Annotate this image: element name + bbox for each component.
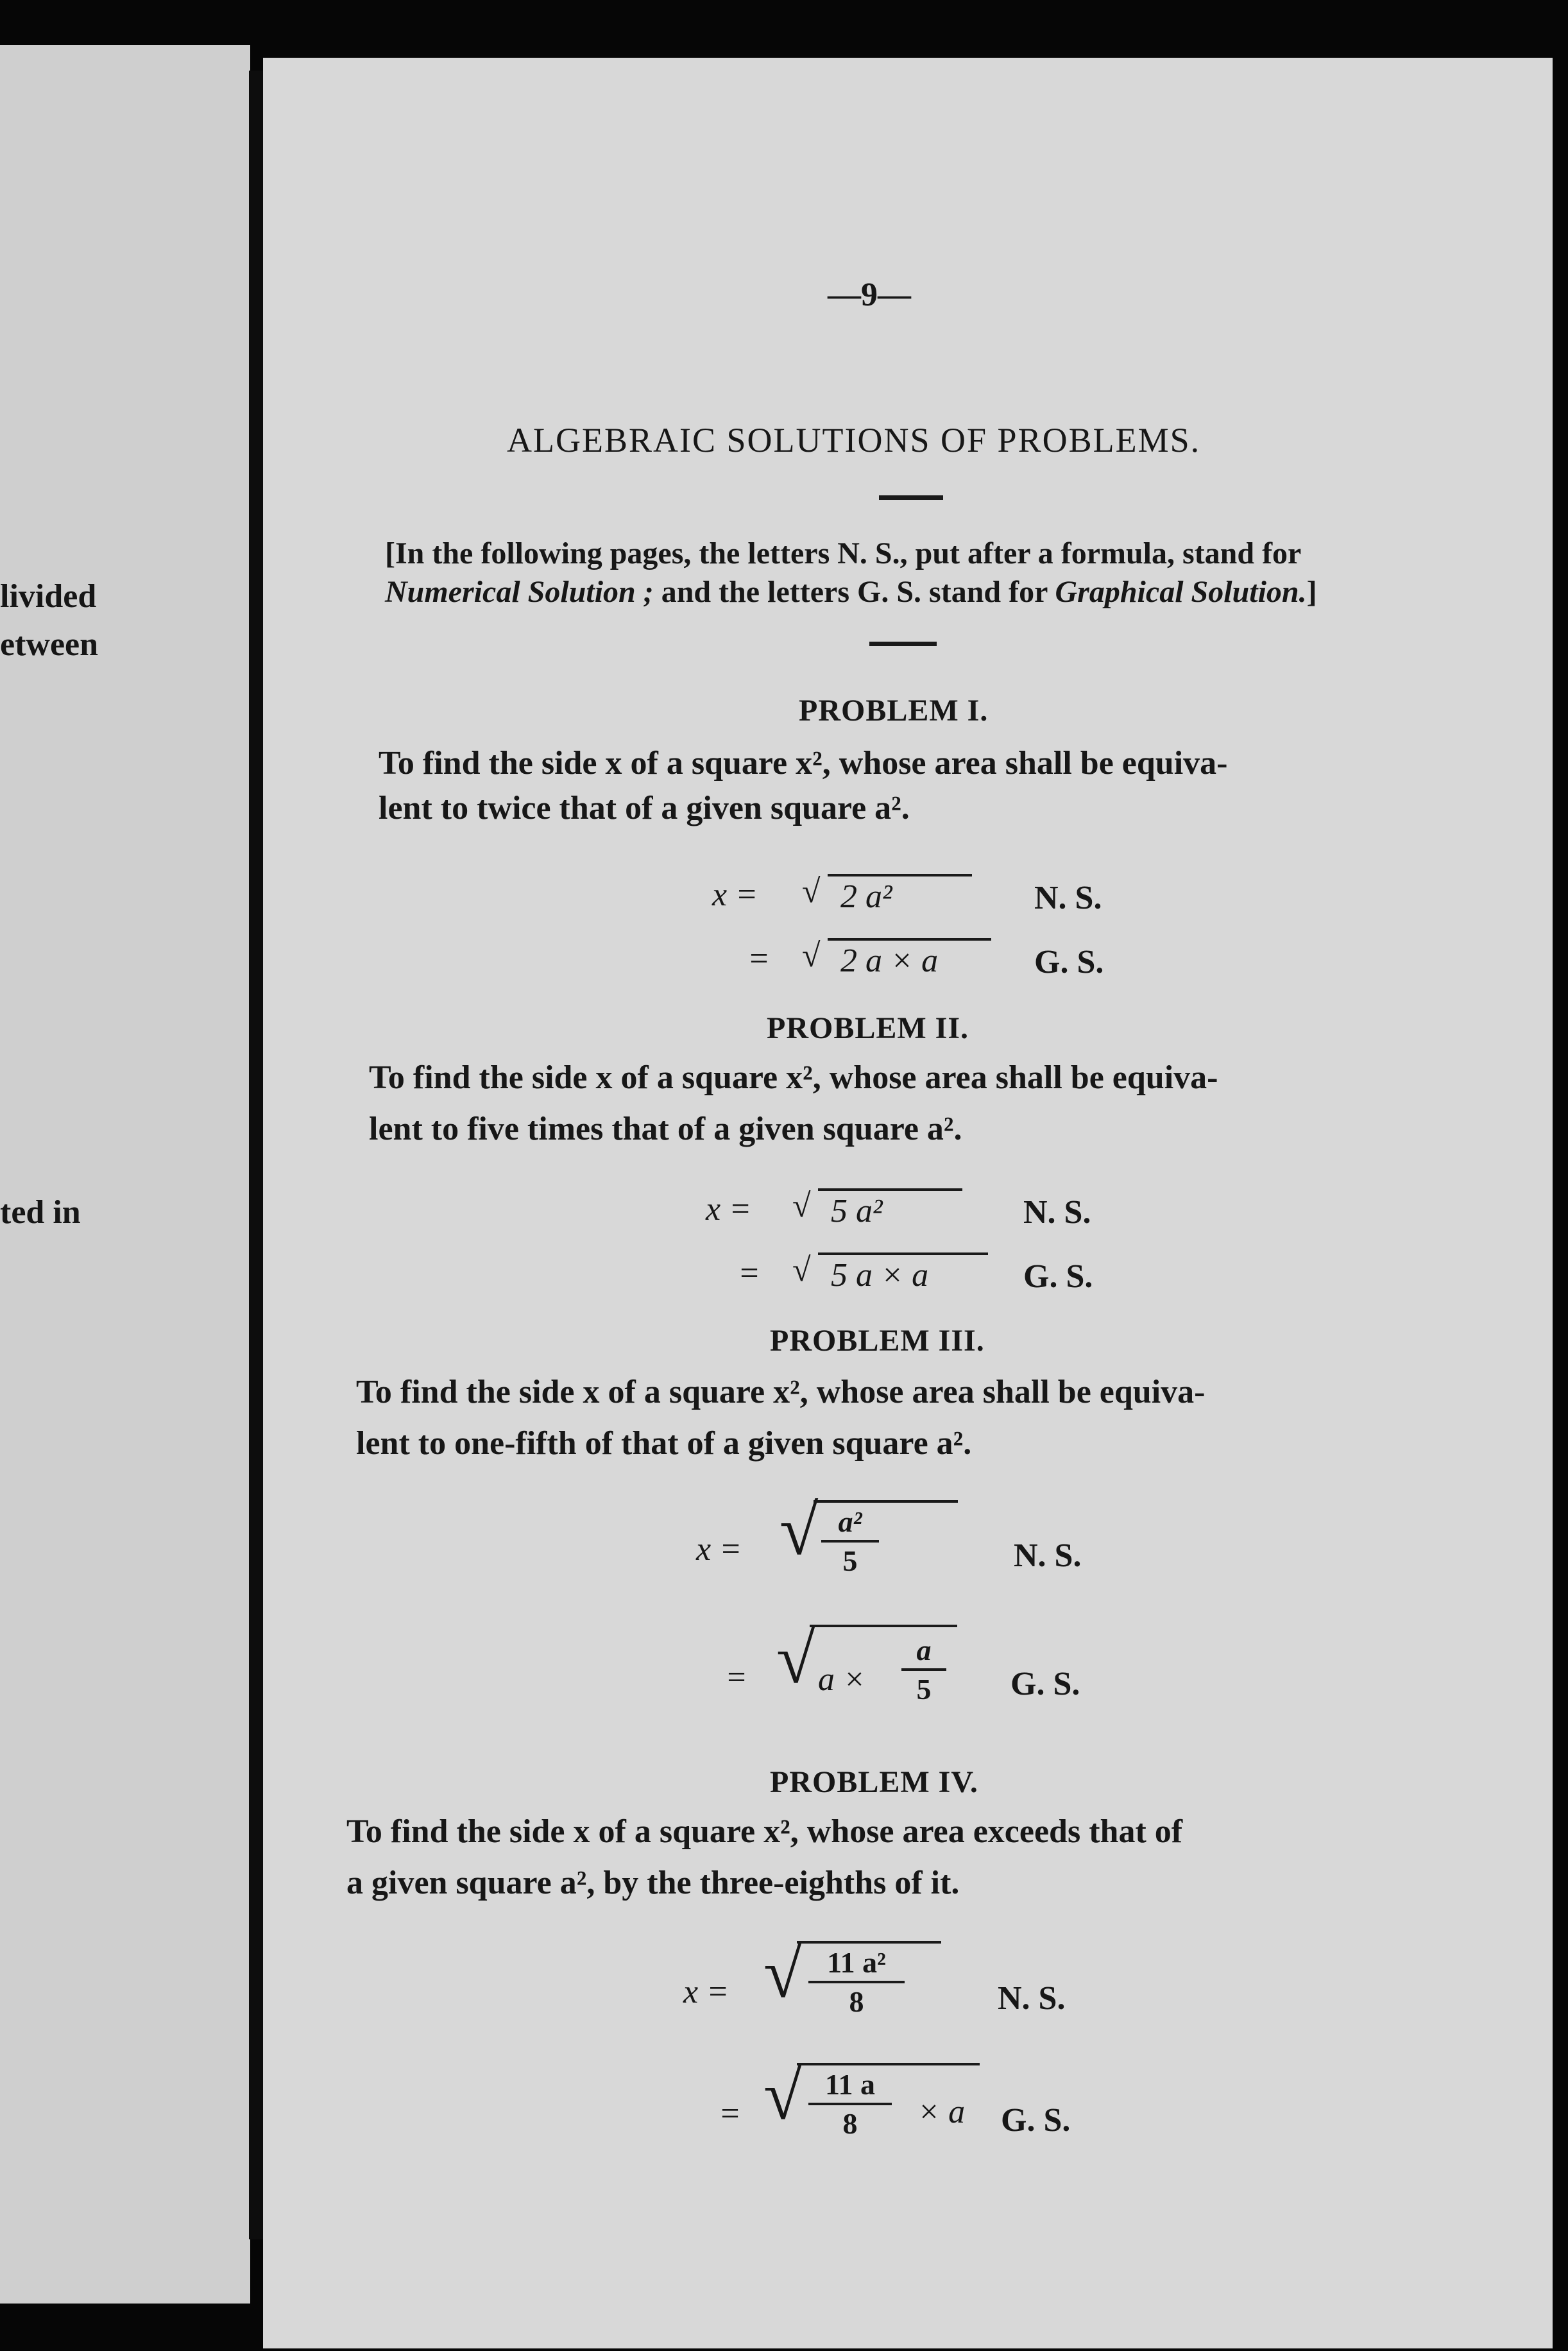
solution-tag-ns: N. S. <box>1034 880 1102 916</box>
radical-bar <box>810 1625 957 1627</box>
fraction <box>808 2067 892 2141</box>
problem-text-line: To find the side x of a square x², whose area shall be equiva- <box>356 1374 1206 1410</box>
equation-lhs: = <box>747 941 771 977</box>
book-gutter <box>249 71 264 2239</box>
radicand-prefix: a × <box>818 1661 866 1698</box>
page-title: ALGEBRAIC SOLUTIONS OF PROBLEMS. <box>507 421 1201 459</box>
fraction-numerator: 11 a <box>825 2068 875 2101</box>
problem-title: PROBLEM II. <box>767 1011 969 1045</box>
radical-sign: √ <box>802 873 821 910</box>
fraction-bar <box>821 1540 879 1543</box>
radical-sign: √ <box>780 1491 819 1569</box>
radical-sign: √ <box>802 937 821 974</box>
radicand: 5 a × a <box>831 1257 929 1294</box>
problem-title: PROBLEM I. <box>799 694 989 728</box>
solution-tag-ns: N. S. <box>1023 1194 1091 1231</box>
radicand: 2 a² <box>840 878 892 915</box>
problem-text-line: To find the side x of a square x², whose area shall be equiva- <box>369 1059 1218 1096</box>
problem-title: PROBLEM III. <box>770 1324 985 1358</box>
fraction <box>808 1945 905 2019</box>
problem-text-line: lent to one-fifth of that of a given square a². <box>356 1425 972 1462</box>
radical-sign: √ <box>792 1188 811 1224</box>
problem-text-line: To find the side x of a square x², whose area exceeds that of <box>346 1813 1183 1850</box>
left-page-fragment: ted in <box>0 1194 81 1231</box>
solution-tag-ns: N. S. <box>998 1980 1066 2017</box>
problem-text-line: a given square a², by the three-eighths of it. <box>346 1865 960 1901</box>
radicand: 5 a² <box>831 1193 883 1229</box>
radical-bar <box>828 938 991 941</box>
divider <box>869 642 937 646</box>
solution-tag-gs: G. S. <box>1010 1666 1080 1702</box>
problem-text-line: To find the side x of a square x², whose area shall be equiva- <box>379 745 1228 782</box>
fraction-bar <box>901 1668 946 1671</box>
fraction-numerator: a² <box>838 1505 862 1538</box>
problem-title: PROBLEM IV. <box>770 1765 978 1799</box>
radical-sign: √ <box>763 1934 803 2012</box>
fraction <box>901 1633 946 1706</box>
fraction-denominator: 5 <box>916 1673 932 1706</box>
radical-sign: √ <box>776 1620 815 1698</box>
radical-bar <box>818 1188 962 1191</box>
fraction-numerator: a <box>916 1634 932 1666</box>
equation-lhs: = <box>725 1659 748 1696</box>
fraction-denominator: 8 <box>849 1985 864 2018</box>
equation-lhs: = <box>719 2096 742 2132</box>
problem-text-line: lent to twice that of a given square a². <box>379 790 910 826</box>
editorial-note-line-2: Numerical Solution ; and the letters G. S. stand for Graphical Solution.] <box>385 575 1317 609</box>
radical-sign: √ <box>792 1252 811 1288</box>
problem-text-line: lent to five times that of a given square a². <box>369 1111 962 1147</box>
equation-lhs: x = <box>683 1974 729 2010</box>
solution-tag-ns: N. S. <box>1014 1537 1082 1574</box>
page-number: —9— <box>828 277 911 313</box>
solution-tag-gs: G. S. <box>1023 1258 1093 1295</box>
left-facing-page <box>0 45 250 2304</box>
fraction-bar <box>808 2103 892 2105</box>
equation-lhs: = <box>738 1255 761 1292</box>
left-page-fragment: livided <box>0 578 97 615</box>
fraction-denominator: 5 <box>842 1544 858 1577</box>
fraction-numerator: 11 a² <box>827 1946 886 1979</box>
radical-bar <box>828 874 972 876</box>
radical-sign: √ <box>763 2056 803 2134</box>
radical-bar <box>797 1941 941 1944</box>
left-page-fragment: etween <box>0 626 99 663</box>
fraction <box>821 1505 879 1578</box>
radicand-suffix: × a <box>917 2094 966 2130</box>
solution-tag-gs: G. S. <box>1034 944 1104 980</box>
solution-tag-gs: G. S. <box>1001 2102 1071 2139</box>
radical-bar <box>814 1500 958 1503</box>
fraction-denominator: 8 <box>842 2107 858 2140</box>
equation-lhs: x = <box>712 876 758 913</box>
equation-lhs: x = <box>706 1191 752 1227</box>
radical-bar <box>818 1252 988 1255</box>
fraction-bar <box>808 1981 905 1983</box>
radical-bar <box>797 2063 980 2065</box>
page <box>263 58 1553 2348</box>
divider <box>879 495 943 500</box>
equation-lhs: x = <box>696 1531 742 1568</box>
radicand: 2 a × a <box>840 943 939 979</box>
editorial-note-line-1: [In the following pages, the letters N. S., put after a formula, stand for <box>385 536 1302 570</box>
